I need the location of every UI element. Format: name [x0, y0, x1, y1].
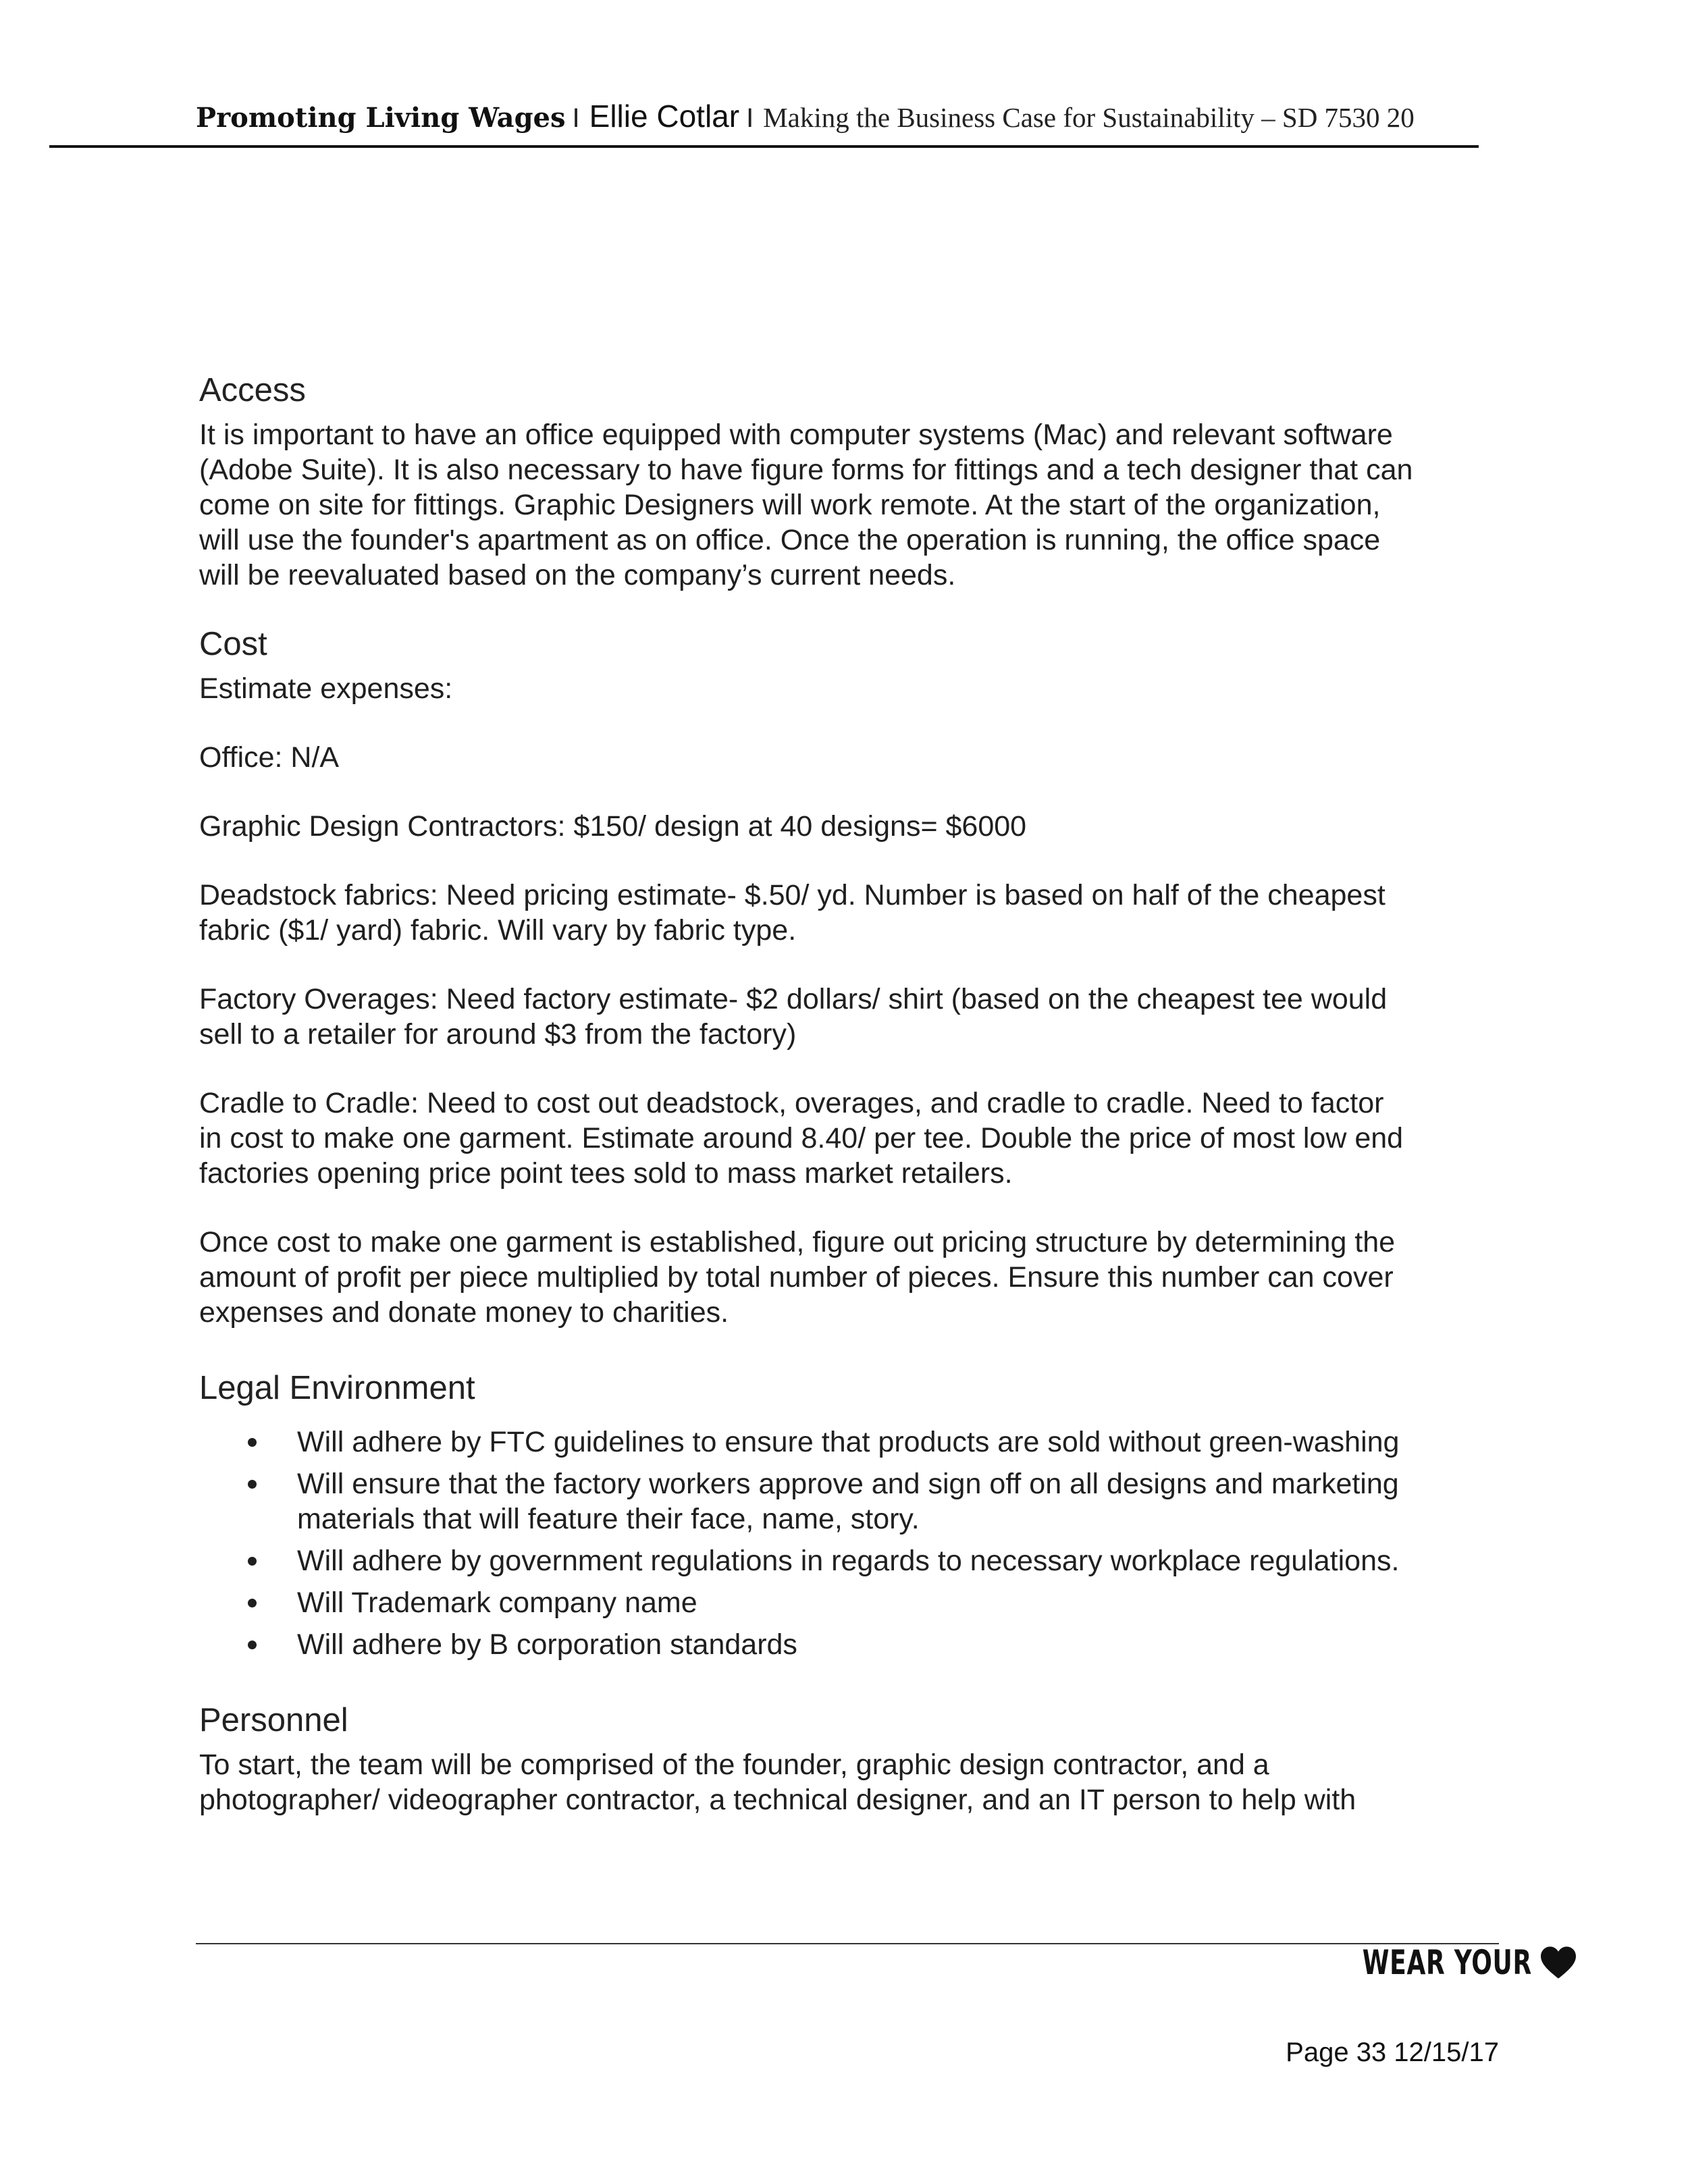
heart-icon: [1539, 1945, 1578, 1980]
section-heading-personnel: Personnel: [199, 1702, 348, 1738]
list-item: Will adhere by FTC guidelines to ensure that products are sold without green-washing: [297, 1424, 1496, 1460]
brand-text: WEAR YOUR: [1362, 1943, 1532, 1982]
text-line: To start, the team will be comprised of the founder, graphic design contractor, and a: [199, 1749, 1269, 1781]
text-line: Cradle to Cradle: Need to cost out deadstock, overages, and cradle to cradle. Need to factor: [199, 1087, 1384, 1119]
cost-factory-overages: [199, 982, 1496, 1052]
section-heading-access: Access: [199, 372, 306, 408]
cost-deadstock: [199, 878, 1496, 948]
header-course: Making the Business Case for Sustainability – SD 7530 20: [763, 102, 1415, 133]
list-item: Will Trademark company name: [297, 1585, 1496, 1620]
text-line: Factory Overages: Need factory estimate- $2 dollars/ shirt (based on the cheapest tee would: [199, 983, 1388, 1015]
legal-list: [199, 1424, 1496, 1662]
access-paragraph: [199, 417, 1496, 593]
text-line: photographer/ videographer contractor, a technical designer, and an IT person to help with: [199, 1784, 1356, 1816]
header-separator: I: [746, 103, 754, 133]
document-body: [199, 370, 1496, 1817]
list-item: Will adhere by government regulations in regards to necessary workplace regulations.: [297, 1543, 1496, 1578]
text-line: It is important to have an office equipped with computer systems (Mac) and relevant software: [199, 419, 1393, 451]
text-line: Deadstock fabrics: Need pricing estimate- $.50/ yd. Number is based on half of the cheapest: [199, 879, 1386, 911]
personnel-paragraph: [199, 1747, 1496, 1817]
header-author: Ellie Cotlar: [589, 99, 740, 134]
text-line: expenses and donate money to charities.: [199, 1296, 729, 1329]
header-divider: [49, 145, 1479, 148]
header-separator: I: [572, 103, 580, 133]
cost-graphic-design: Graphic Design Contractors: $150/ design at 40 designs= $6000: [199, 810, 1027, 843]
cost-office: Office: N/A: [199, 741, 340, 774]
cost-cradle-to-cradle: [199, 1086, 1496, 1191]
text-line: will be reevaluated based on the company’s current needs.: [199, 559, 956, 591]
page-number: Page 33 12/15/17: [1286, 2037, 1499, 2067]
text-line: fabric ($1/ yard) fabric. Will vary by fabric type.: [199, 914, 797, 947]
text-line: in cost to make one garment. Estimate around 8.40/ per tee. Double the price of most low end: [199, 1122, 1404, 1154]
text-line: sell to a retailer for around $3 from the factory): [199, 1018, 797, 1050]
text-line: will use the founder's apartment as on office. Once the operation is running, the office space: [199, 524, 1381, 556]
text-line: come on site for fittings. Graphic Designers will work remote. At the start of the organization,: [199, 489, 1381, 521]
text-line: amount of profit per piece multiplied by total number of pieces. Ensure this number can cover: [199, 1261, 1394, 1294]
section-heading-legal: Legal Environment: [199, 1370, 475, 1406]
cost-intro: Estimate expenses:: [199, 672, 453, 705]
text-line: factories opening price point tees sold to mass market retailers.: [199, 1157, 1013, 1190]
text-line: (Adobe Suite). It is also necessary to have figure forms for fittings and a tech designer that can: [199, 454, 1413, 486]
list-item: Will ensure that the factory workers approve and sign off on all designs and marketing materials that will feature their face, name, story.: [297, 1466, 1496, 1537]
text-line: Once cost to make one garment is established, figure out pricing structure by determining the: [199, 1226, 1396, 1258]
page-header: [196, 95, 1479, 146]
list-item: Will adhere by B corporation standards: [297, 1627, 1496, 1662]
section-heading-cost: Cost: [199, 626, 267, 662]
cost-pricing-structure: [199, 1225, 1496, 1330]
header-title: Promoting Living Wages: [196, 102, 566, 134]
brand-logo: [1296, 1939, 1578, 1986]
